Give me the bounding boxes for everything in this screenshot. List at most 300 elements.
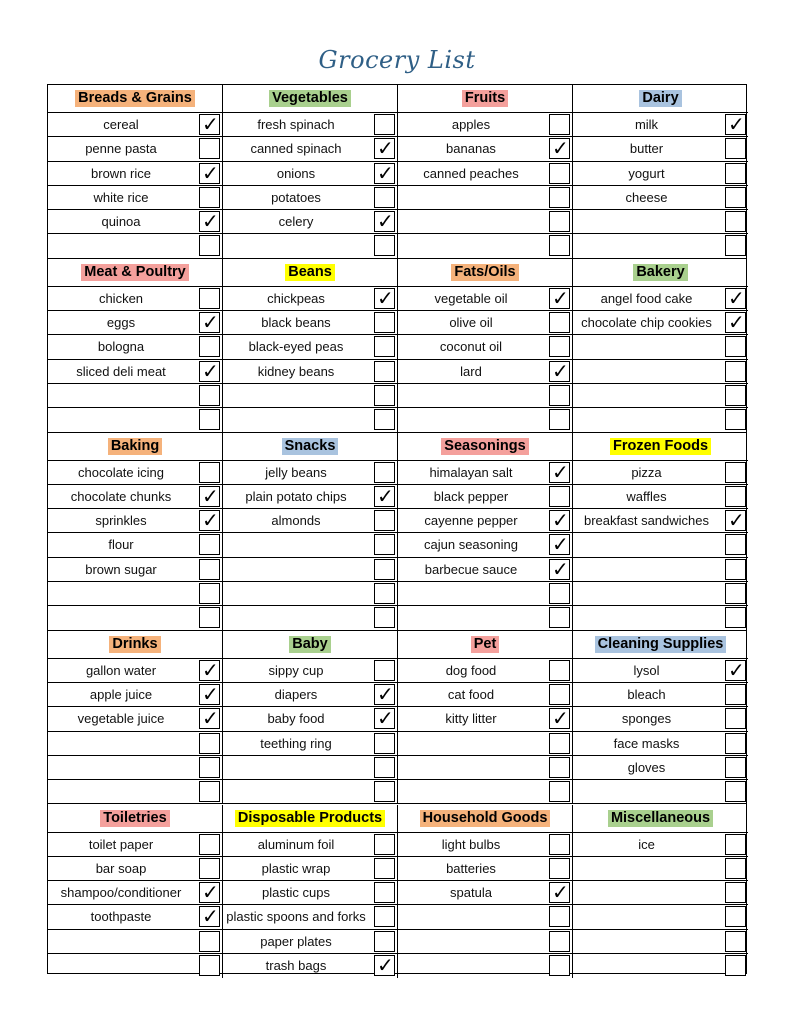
item-label: sponges [621, 711, 672, 727]
item-checkbox[interactable] [725, 187, 746, 208]
item-checkbox[interactable] [199, 483, 220, 508]
item-checkbox[interactable] [199, 834, 220, 855]
item-label: onions [276, 165, 316, 181]
list-item [223, 857, 397, 881]
item-checkbox[interactable] [725, 882, 746, 903]
list-item [398, 930, 572, 954]
item-label: baby food [267, 711, 325, 727]
item-checkbox[interactable] [199, 160, 220, 185]
item-checkbox[interactable] [199, 235, 220, 256]
item-label [223, 582, 369, 605]
category-header [48, 259, 222, 287]
item-label [48, 582, 194, 605]
list-item [398, 558, 572, 582]
item-label [573, 930, 720, 953]
item-label [223, 780, 369, 804]
item-checkbox[interactable] [725, 361, 746, 382]
item-checkbox[interactable] [549, 486, 570, 507]
item-checkbox[interactable] [374, 559, 395, 580]
item-checkbox[interactable] [725, 486, 746, 507]
item-label [223, 384, 369, 407]
item-checkbox[interactable] [549, 534, 570, 555]
item-checkbox[interactable] [549, 459, 570, 484]
category-column [48, 631, 223, 804]
item-checkbox[interactable] [374, 781, 395, 802]
item-label: angel food cake [600, 290, 693, 306]
item-checkbox[interactable] [549, 834, 570, 855]
item-checkbox[interactable] [374, 409, 395, 430]
item-label [398, 905, 544, 928]
list-item [223, 954, 397, 978]
category-column [573, 631, 748, 804]
item-checkbox[interactable] [549, 211, 570, 232]
category-label: Toiletries [100, 810, 169, 827]
item-label: butter [629, 141, 664, 157]
item-label: milk [634, 117, 659, 132]
item-checkbox[interactable] [549, 955, 570, 976]
list-item [223, 186, 397, 210]
item-label: lysol [633, 662, 660, 678]
item-label: cheese [625, 189, 668, 205]
list-item [48, 756, 222, 780]
item-checkbox[interactable] [199, 657, 220, 682]
item-checkbox[interactable] [725, 534, 746, 555]
category-header [573, 433, 748, 461]
list-item [223, 756, 397, 780]
grocery-grid [47, 84, 747, 977]
item-checkbox[interactable] [374, 708, 395, 729]
list-item [398, 210, 572, 234]
checkmark-icon: ✓ [202, 681, 219, 706]
item-checkbox[interactable] [374, 681, 395, 706]
item-label [398, 732, 544, 755]
item-checkbox[interactable] [549, 235, 570, 256]
item-checkbox[interactable] [374, 361, 395, 382]
list-item [223, 485, 397, 509]
category-header [223, 433, 397, 461]
item-label: fresh spinach [257, 117, 335, 132]
item-label [223, 533, 369, 556]
category-column [48, 85, 223, 258]
item-checkbox[interactable] [374, 114, 395, 135]
category-header [573, 85, 748, 113]
category-column [48, 433, 223, 630]
list-item [573, 930, 748, 954]
list-item [398, 756, 572, 780]
checkmark-icon: ✓ [552, 508, 569, 533]
item-label: canned spinach [250, 141, 342, 157]
category-label: Pet [471, 636, 500, 653]
item-checkbox[interactable] [199, 955, 220, 976]
list-item [398, 857, 572, 881]
item-checkbox[interactable] [725, 906, 746, 927]
list-item [398, 833, 572, 857]
checkmark-icon: ✓ [552, 136, 569, 161]
list-item [573, 881, 748, 905]
list-item [573, 384, 748, 408]
category-column [398, 805, 573, 979]
list-item [223, 533, 397, 557]
list-item [48, 485, 222, 509]
item-checkbox[interactable] [374, 336, 395, 357]
item-checkbox[interactable] [199, 607, 220, 628]
item-checkbox[interactable] [725, 409, 746, 430]
category-column [573, 805, 748, 979]
list-item [223, 732, 397, 756]
item-checkbox[interactable] [374, 285, 395, 310]
item-checkbox[interactable] [725, 781, 746, 802]
item-checkbox[interactable] [374, 510, 395, 531]
item-label [573, 954, 720, 978]
item-checkbox[interactable] [725, 607, 746, 628]
item-checkbox[interactable] [725, 462, 746, 483]
item-checkbox[interactable] [725, 211, 746, 232]
item-checkbox[interactable] [374, 385, 395, 406]
item-checkbox[interactable] [374, 483, 395, 508]
item-checkbox[interactable] [549, 882, 570, 903]
item-label: quinoa [101, 214, 141, 230]
category-header [398, 85, 572, 113]
item-checkbox[interactable] [549, 312, 570, 333]
item-checkbox[interactable] [374, 138, 395, 159]
list-item [48, 683, 222, 707]
item-checkbox[interactable] [199, 211, 220, 232]
item-checkbox[interactable] [725, 285, 746, 310]
item-checkbox[interactable] [725, 858, 746, 879]
item-checkbox[interactable] [549, 409, 570, 430]
item-checkbox[interactable] [199, 906, 220, 927]
item-label [398, 780, 544, 804]
checkmark-icon: ✓ [552, 532, 569, 557]
category-header [398, 259, 572, 287]
list-item [48, 857, 222, 881]
item-checkbox[interactable] [549, 858, 570, 879]
item-label: sliced deli meat [76, 363, 166, 379]
list-item [48, 558, 222, 582]
list-item [573, 558, 748, 582]
checkmark-icon: ✓ [202, 657, 219, 682]
list-item [398, 408, 572, 432]
category-label: Cleaning Supplies [595, 636, 727, 653]
list-item [573, 780, 748, 804]
item-label: black-eyed peas [248, 339, 344, 355]
item-checkbox[interactable] [199, 708, 220, 729]
item-checkbox[interactable] [549, 385, 570, 406]
list-item [223, 582, 397, 606]
item-checkbox[interactable] [199, 138, 220, 159]
item-checkbox[interactable] [549, 906, 570, 927]
item-label [573, 881, 720, 904]
item-label [573, 360, 720, 383]
list-item [48, 384, 222, 408]
item-checkbox[interactable] [549, 931, 570, 952]
item-checkbox[interactable] [199, 187, 220, 208]
item-label: trash bags [265, 957, 327, 973]
category-column [573, 85, 748, 258]
item-checkbox[interactable] [549, 733, 570, 754]
category-header [573, 631, 748, 659]
item-label: bananas [446, 141, 496, 157]
item-checkbox[interactable] [199, 781, 220, 802]
list-item [223, 905, 397, 929]
item-checkbox[interactable] [549, 163, 570, 184]
list-item [573, 162, 748, 186]
list-item [398, 311, 572, 335]
item-checkbox[interactable] [199, 409, 220, 430]
item-checkbox[interactable] [549, 757, 570, 778]
category-header [398, 805, 572, 833]
item-checkbox[interactable] [374, 583, 395, 604]
category-header [398, 433, 572, 461]
item-label [573, 606, 720, 630]
list-item [398, 360, 572, 384]
item-label: jelly beans [265, 464, 327, 480]
checkmark-icon: ✓ [377, 209, 394, 234]
item-label: teething ring [260, 735, 332, 751]
category-column [573, 433, 748, 630]
item-checkbox[interactable] [549, 187, 570, 208]
item-checkbox[interactable] [199, 733, 220, 754]
item-checkbox[interactable] [725, 336, 746, 357]
item-checkbox[interactable] [549, 607, 570, 628]
category-column [223, 631, 398, 804]
item-label: himalayan salt [429, 464, 513, 480]
item-checkbox[interactable] [725, 757, 746, 778]
list-item [398, 659, 572, 683]
category-header [573, 805, 748, 833]
item-checkbox[interactable] [199, 583, 220, 604]
item-checkbox[interactable] [725, 684, 746, 705]
list-item [48, 335, 222, 359]
item-label [398, 234, 544, 258]
list-item [573, 287, 748, 311]
item-checkbox[interactable] [199, 559, 220, 580]
item-checkbox[interactable] [549, 358, 570, 383]
item-label: black beans [261, 315, 331, 331]
item-checkbox[interactable] [725, 163, 746, 184]
item-label [398, 582, 544, 605]
item-checkbox[interactable] [374, 187, 395, 208]
item-checkbox[interactable] [725, 385, 746, 406]
item-label: gallon water [85, 662, 157, 678]
item-checkbox[interactable] [725, 312, 746, 333]
list-item [48, 210, 222, 234]
item-checkbox[interactable] [725, 657, 746, 682]
item-checkbox[interactable] [374, 211, 395, 232]
list-item [48, 113, 222, 137]
checkmark-icon: ✓ [377, 136, 394, 161]
item-checkbox[interactable] [374, 312, 395, 333]
list-item [398, 461, 572, 485]
item-label [573, 582, 720, 605]
list-item [573, 113, 748, 137]
item-label [398, 384, 544, 407]
item-checkbox[interactable] [725, 235, 746, 256]
item-checkbox[interactable] [725, 708, 746, 729]
checkmark-icon: ✓ [202, 904, 219, 929]
item-checkbox[interactable] [199, 336, 220, 357]
item-checkbox[interactable] [549, 781, 570, 802]
list-item [573, 137, 748, 161]
checkmark-icon: ✓ [552, 459, 569, 484]
list-item [573, 707, 748, 731]
item-label [573, 335, 720, 358]
checkmark-icon: ✓ [728, 657, 745, 682]
item-checkbox[interactable] [725, 583, 746, 604]
item-label: sprinkles [95, 513, 147, 529]
item-checkbox[interactable] [374, 235, 395, 256]
item-checkbox[interactable] [549, 336, 570, 357]
category-label: Seasonings [441, 438, 528, 455]
item-checkbox[interactable] [549, 285, 570, 310]
item-label [573, 780, 720, 804]
category-label: Fruits [462, 90, 508, 107]
item-checkbox[interactable] [199, 882, 220, 903]
list-item [223, 461, 397, 485]
list-item [48, 287, 222, 311]
checkmark-icon: ✓ [728, 112, 745, 136]
list-item [573, 905, 748, 929]
item-checkbox[interactable] [549, 684, 570, 705]
item-label [573, 533, 720, 556]
item-checkbox[interactable] [199, 385, 220, 406]
category-section [48, 631, 746, 805]
list-item [48, 137, 222, 161]
item-label: chocolate chip cookies [581, 315, 712, 331]
item-label [223, 408, 369, 432]
item-label: bar soap [95, 860, 147, 876]
item-checkbox[interactable] [374, 462, 395, 483]
checkmark-icon: ✓ [552, 706, 569, 731]
item-checkbox[interactable] [725, 559, 746, 580]
category-label: Baking [108, 438, 162, 455]
checkmark-icon: ✓ [377, 483, 394, 508]
item-label: white rice [93, 189, 149, 205]
list-item [398, 509, 572, 533]
category-header [223, 259, 397, 287]
category-column [398, 85, 573, 258]
item-label: bleach [627, 686, 666, 702]
item-checkbox[interactable] [725, 733, 746, 754]
checkmark-icon: ✓ [202, 358, 219, 383]
checkmark-icon: ✓ [377, 952, 394, 977]
list-item [223, 780, 397, 804]
category-header [398, 631, 572, 659]
item-checkbox[interactable] [374, 607, 395, 628]
list-item [398, 137, 572, 161]
item-checkbox[interactable] [374, 906, 395, 927]
checkmark-icon: ✓ [202, 483, 219, 508]
item-checkbox[interactable] [549, 583, 570, 604]
item-checkbox[interactable] [199, 510, 220, 531]
list-item [573, 408, 748, 432]
category-label: Meat & Poultry [81, 264, 189, 281]
item-checkbox[interactable] [199, 312, 220, 333]
item-label [223, 606, 369, 630]
item-label: yogurt [628, 165, 665, 181]
item-label: aluminum foil [257, 836, 335, 852]
item-checkbox[interactable] [549, 510, 570, 531]
list-item [223, 137, 397, 161]
list-item [48, 954, 222, 978]
item-label [573, 857, 720, 880]
checkmark-icon: ✓ [202, 209, 219, 234]
item-checkbox[interactable] [549, 708, 570, 729]
item-label: vegetable oil [434, 290, 508, 306]
item-label [398, 210, 544, 233]
item-label [223, 234, 369, 258]
item-label: waffles [626, 488, 667, 504]
item-checkbox[interactable] [199, 931, 220, 952]
item-checkbox[interactable] [374, 858, 395, 879]
item-checkbox[interactable] [374, 757, 395, 778]
item-checkbox[interactable] [374, 834, 395, 855]
list-item [398, 582, 572, 606]
item-label [48, 930, 194, 953]
item-checkbox[interactable] [199, 462, 220, 483]
item-checkbox[interactable] [199, 358, 220, 383]
item-checkbox[interactable] [374, 882, 395, 903]
item-checkbox[interactable] [725, 931, 746, 952]
item-checkbox[interactable] [199, 534, 220, 555]
list-item [398, 162, 572, 186]
item-checkbox[interactable] [374, 733, 395, 754]
category-label: Snacks [282, 438, 339, 455]
category-header [48, 433, 222, 461]
item-checkbox[interactable] [199, 288, 220, 309]
item-checkbox[interactable] [374, 952, 395, 977]
item-checkbox[interactable] [374, 931, 395, 952]
item-label: olive oil [449, 315, 493, 331]
item-checkbox[interactable] [549, 114, 570, 135]
item-checkbox[interactable] [199, 858, 220, 879]
list-item [573, 234, 748, 258]
list-item [48, 311, 222, 335]
list-item [573, 954, 748, 978]
item-checkbox[interactable] [549, 138, 570, 159]
item-label: toothpaste [90, 909, 152, 925]
item-checkbox[interactable] [725, 510, 746, 531]
checkmark-icon: ✓ [202, 112, 219, 136]
list-item [398, 606, 572, 630]
list-item [48, 780, 222, 804]
item-checkbox[interactable] [199, 681, 220, 706]
item-checkbox[interactable] [549, 556, 570, 581]
item-checkbox[interactable] [374, 660, 395, 681]
item-checkbox[interactable] [199, 757, 220, 778]
list-item [223, 606, 397, 630]
item-label: plastic spoons and forks [226, 909, 366, 925]
list-item [223, 384, 397, 408]
list-item [223, 234, 397, 258]
checkmark-icon: ✓ [202, 880, 219, 905]
item-label: chicken [98, 290, 144, 306]
item-checkbox[interactable] [725, 955, 746, 976]
item-checkbox[interactable] [725, 138, 746, 159]
list-item [573, 756, 748, 780]
page-title: Grocery List [318, 46, 476, 74]
category-header [48, 805, 222, 833]
list-item [573, 582, 748, 606]
item-checkbox[interactable] [374, 160, 395, 185]
item-checkbox[interactable] [725, 834, 746, 855]
item-checkbox[interactable] [199, 114, 220, 135]
item-checkbox[interactable] [549, 660, 570, 681]
item-label [48, 408, 194, 432]
item-checkbox[interactable] [374, 534, 395, 555]
item-checkbox[interactable] [725, 114, 746, 135]
category-header [573, 259, 748, 287]
